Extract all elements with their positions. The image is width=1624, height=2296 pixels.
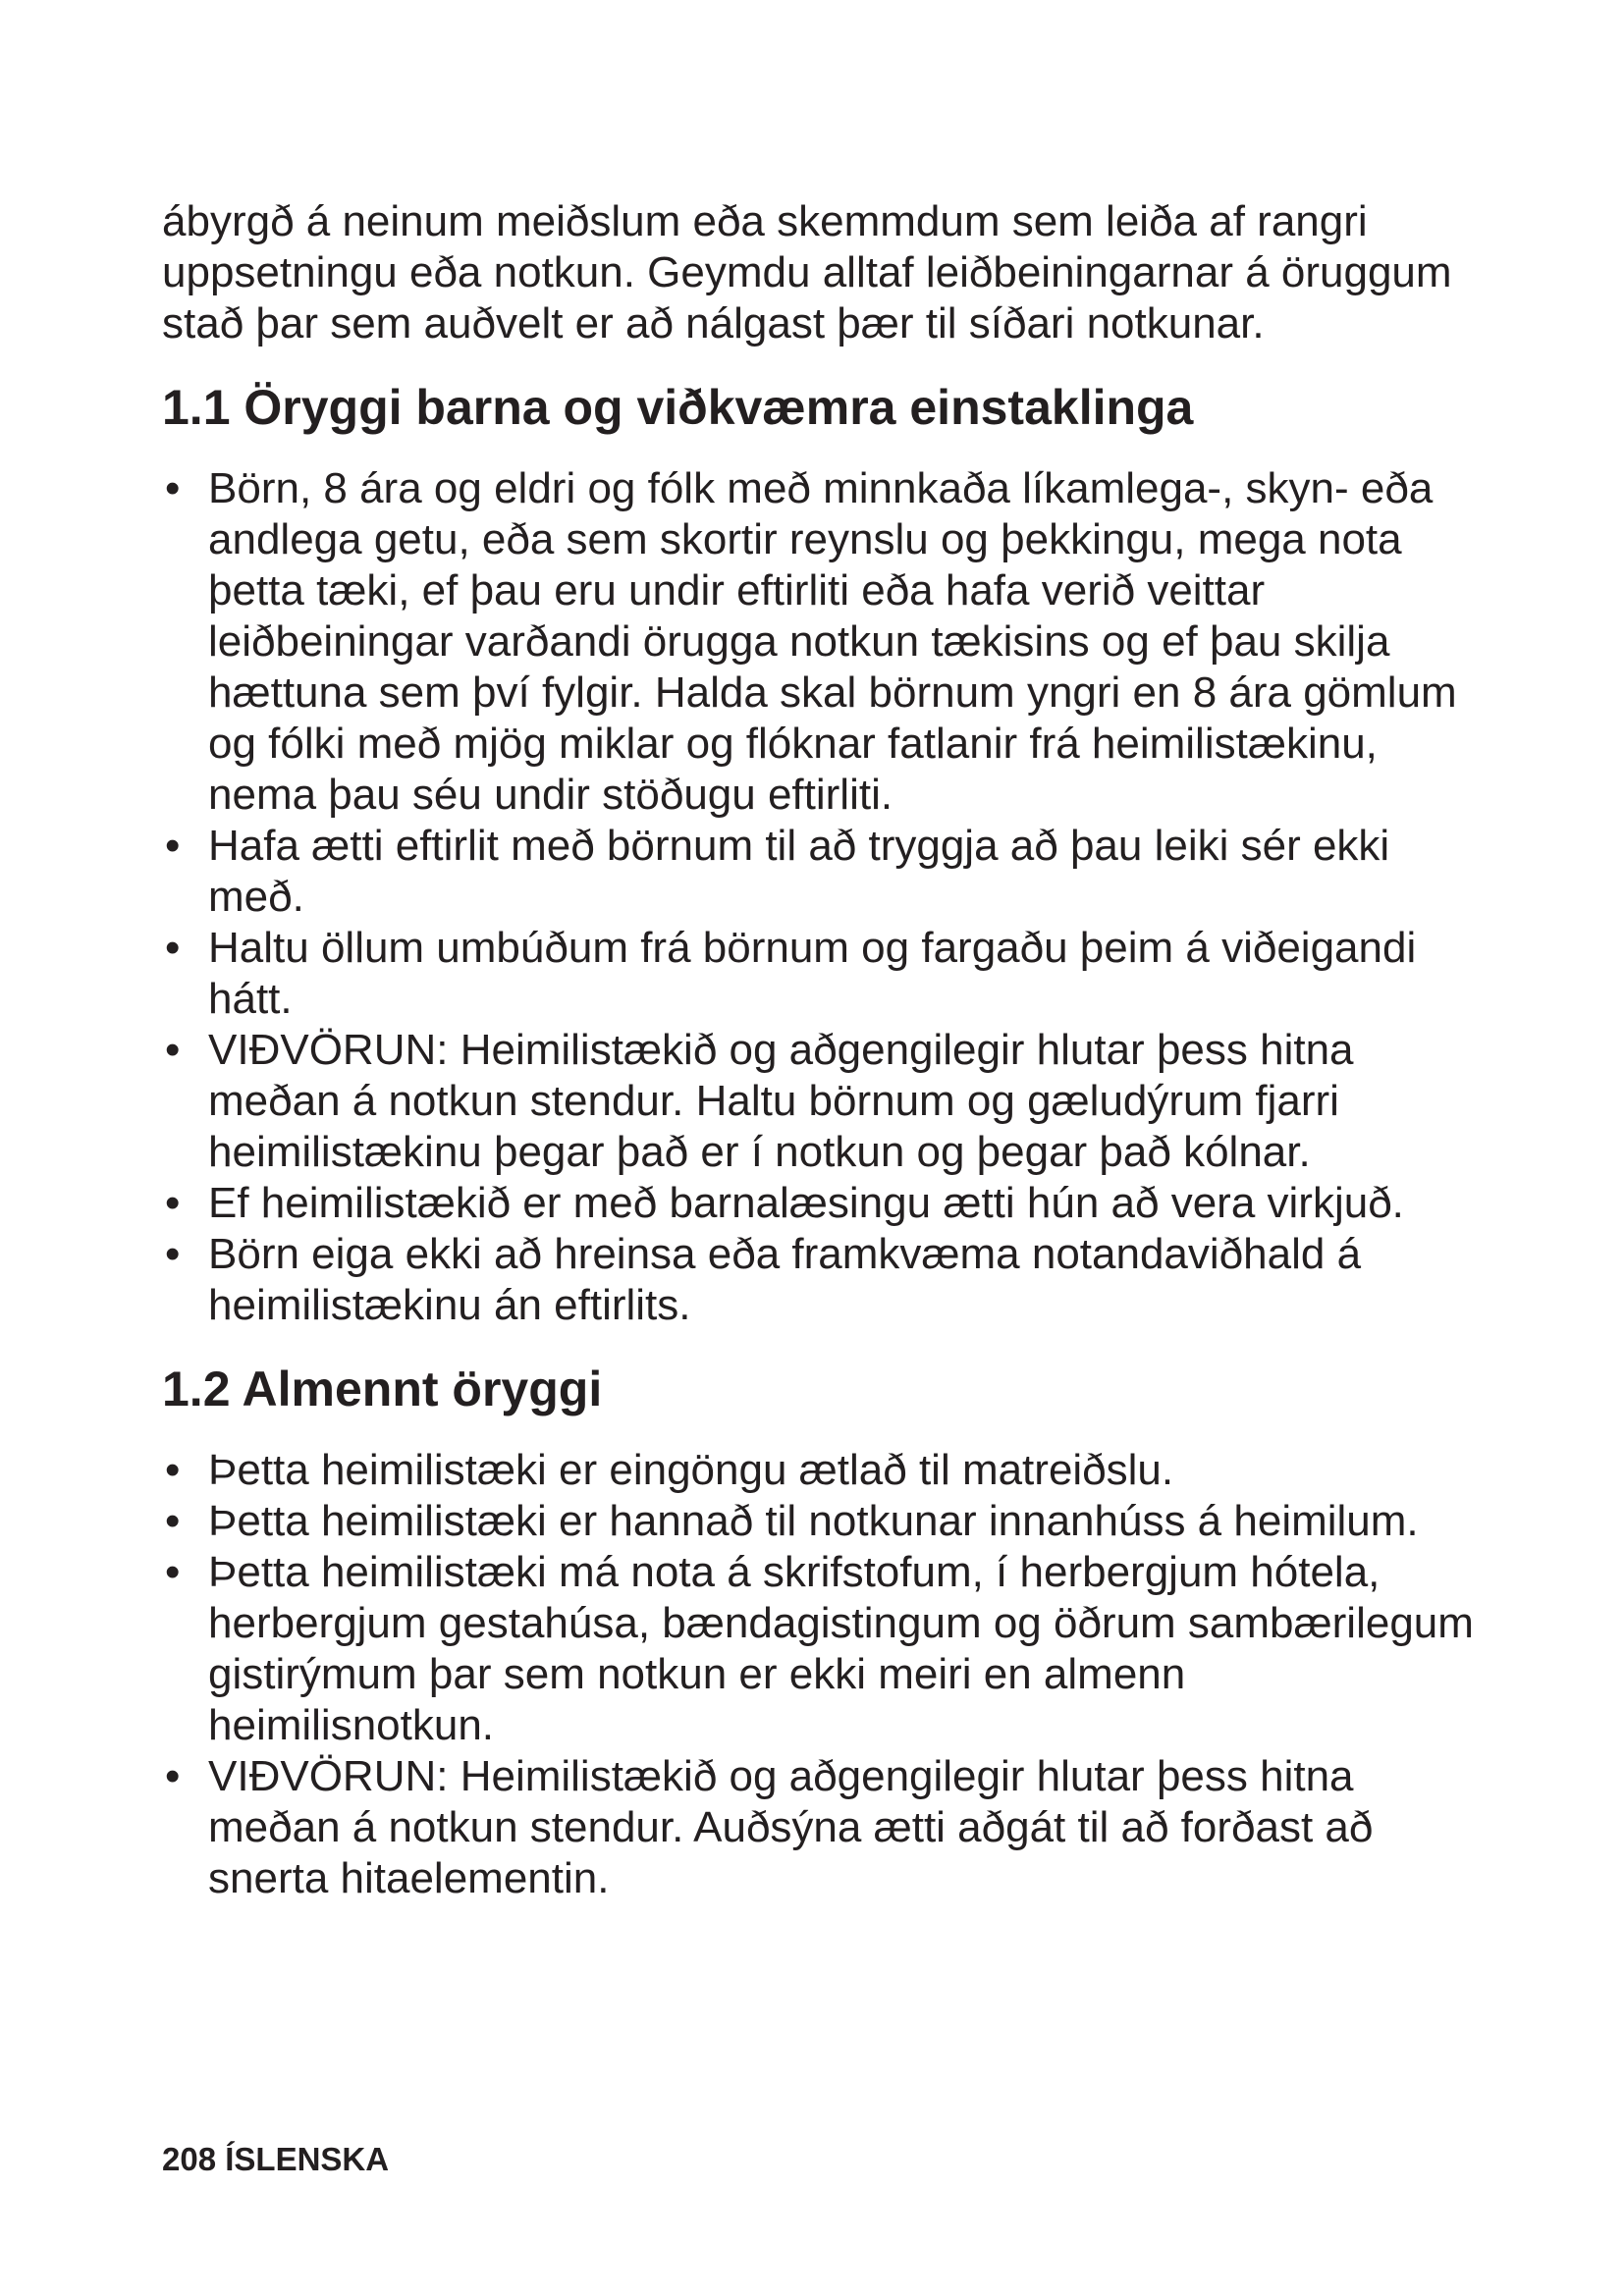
list-item: • VIÐVÖRUN: Heimilistækið og aðgengilegir hlutar þess hitna meðan á notkun stendur. Haltu börnum og gæludýrum fjarri heimilistækinu þegar það er í notkun og þegar það kólnar.	[162, 1025, 1478, 1178]
list-item: • Hafa ætti eftirlit með börnum til að tryggja að þau leiki sér ekki með.	[162, 821, 1478, 923]
footer-language: ÍSLENSKA	[225, 2141, 390, 2177]
list-item: • Þetta heimilistæki er eingöngu ætlað til matreiðslu.	[162, 1445, 1478, 1496]
list-item: • VIÐVÖRUN: Heimilistækið og aðgengilegir hlutar þess hitna meðan á notkun stendur. Auðsýna ætti aðgát til að forðast að snerta hitaelementin.	[162, 1751, 1478, 1904]
intro-paragraph: ábyrgð á neinum meiðslum eða skemmdum sem leiða af rangri uppsetningu eða notkun. Geymdu alltaf leiðbeiningarnar á öruggum stað þar sem auðvelt er að nálgast þær til síðari notkunar.	[162, 197, 1452, 347]
section-heading-general-safety: 1.2 Almennt öryggi	[162, 1362, 603, 1416]
general-safety-list	[162, 1445, 1478, 1904]
page-number: 208	[162, 2141, 217, 2177]
page-footer	[162, 2140, 389, 2179]
list-item: • Þetta heimilistæki má nota á skrifstofum, í herbergjum hótela, herbergjum gestahúsa, bændagistingum og öðrum sambærilegum gistirýmum þar sem notkun er ekki meiri en almenn heimilisnotkun.	[162, 1547, 1478, 1751]
list-item: • Ef heimilistækið er með barnalæsingu ætti hún að vera virkjuð.	[162, 1178, 1478, 1229]
list-item: • Þetta heimilistæki er hannað til notkunar innanhúss á heimilum.	[162, 1496, 1478, 1547]
child-safety-list	[162, 463, 1478, 1331]
list-item: • Börn eiga ekki að hreinsa eða framkvæma notandaviðhald á heimilistækinu án eftirlits.	[162, 1229, 1478, 1331]
section-heading-child-safety: 1.1 Öryggi barna og viðkvæmra einstaklinga	[162, 380, 1194, 435]
list-item: • Börn, 8 ára og eldri og fólk með minnkaða líkamlega-, skyn- eða andlega getu, eða sem skortir reynslu og þekkingu, mega nota þetta tæki, ef þau eru undir eftirliti eða hafa verið veittar leiðbeiningar varðandi örugga notkun tækisins og ef þau skilja hættuna sem því fylgir. Halda skal börnum yngri en 8 ára gömlum og fólki með mjög miklar og flóknar fatlanir frá heimilistækinu, nema þau séu undir stöðugu eftirliti.	[162, 463, 1478, 821]
list-item: • Haltu öllum umbúðum frá börnum og fargaðu þeim á viðeigandi hátt.	[162, 923, 1478, 1025]
page-content	[162, 196, 1478, 1904]
